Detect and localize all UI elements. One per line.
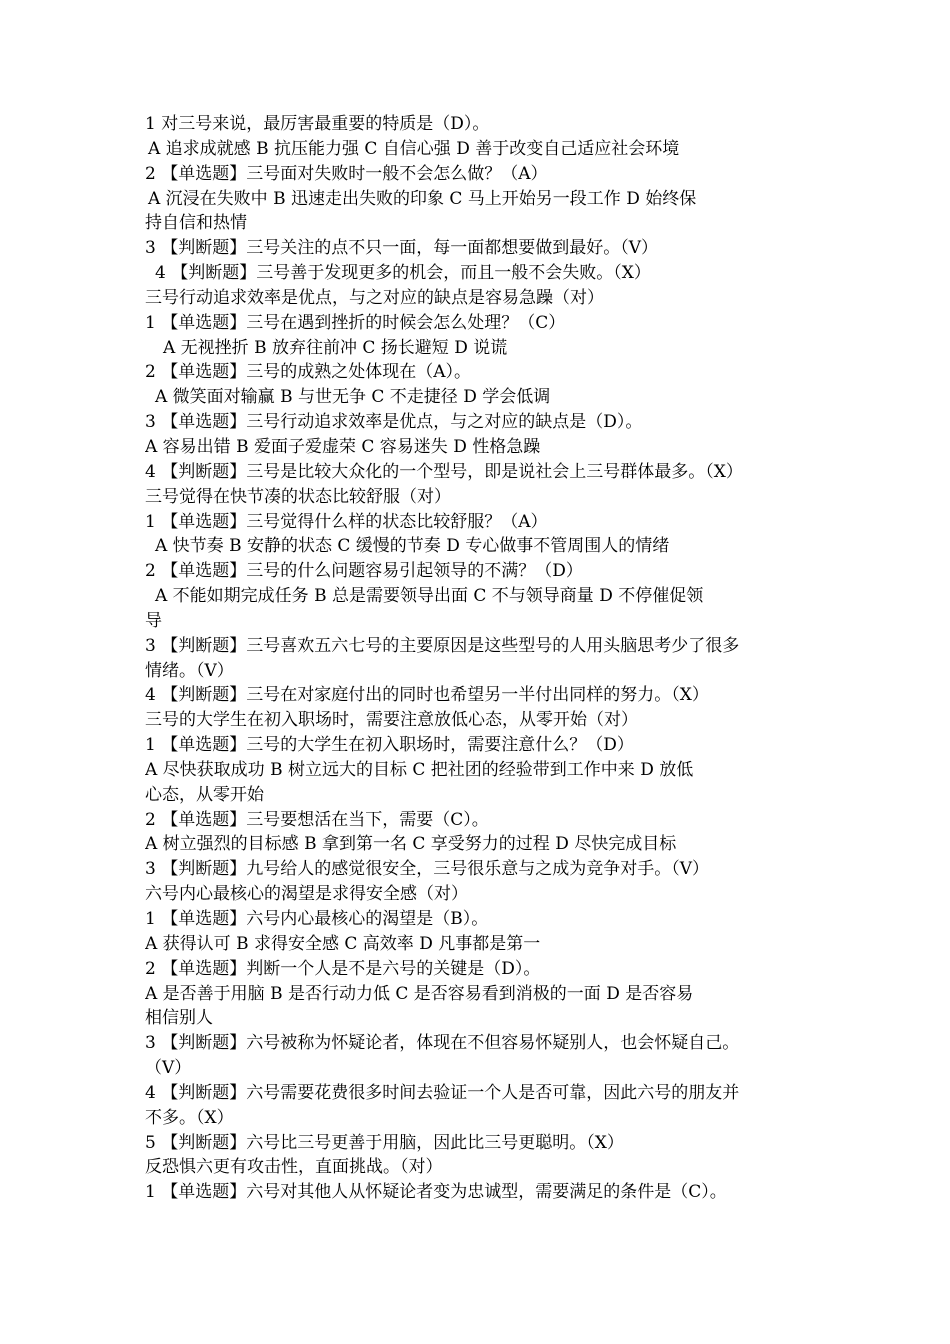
text-line: 反恐惧六更有攻击性，直面挑战。（对） bbox=[145, 1157, 443, 1178]
text-line: A 微笑面对输赢 B 与世无争 C 不走捷径 D 学会低调 bbox=[155, 387, 551, 408]
text-line: 持自信和热情 bbox=[145, 213, 247, 234]
text-line: 4 【判断题】三号善于发现更多的机会，而且一般不会失败。（X） bbox=[155, 263, 651, 284]
text-line: 2 【单选题】三号的成熟之处体现在（A）。 bbox=[145, 362, 471, 383]
text-line: 1 【单选题】三号在遇到挫折的时候会怎么处理？（C） bbox=[145, 312, 566, 333]
text-line: 相信别人 bbox=[145, 1008, 213, 1029]
text-line: 六号内心最核心的渴望是求得安全感（对） bbox=[145, 884, 468, 905]
text-line: 不多。（X） bbox=[145, 1107, 234, 1128]
text-line: 3 【判断题】三号喜欢五六七号的主要原因是这些型号的人用头脑思考少了很多 bbox=[145, 635, 740, 656]
text-line: 2 【单选题】三号面对失败时一般不会怎么做？（A） bbox=[145, 163, 548, 184]
text-line: A 树立强烈的目标感 B 拿到第一名 C 享受努力的过程 D 尽快完成目标 bbox=[145, 834, 677, 855]
text-line: A 不能如期完成任务 B 总是需要领导出面 C 不与领导商量 D 不停催促领 bbox=[155, 586, 704, 607]
text-line: 1 对三号来说，最厉害最重要的特质是（D）。 bbox=[145, 114, 490, 134]
text-line: 2 【单选题】判断一个人是不是六号的关键是（D）。 bbox=[145, 958, 541, 979]
text-line: 4 【判断题】六号需要花费很多时间去验证一个人是否可靠，因此六号的朋友并 bbox=[145, 1082, 740, 1103]
text-line: 3 【判断题】六号被称为怀疑论者，体现在不但容易怀疑别人，也会怀疑自己。 bbox=[145, 1033, 740, 1054]
text-line: 1 【单选题】六号内心最核心的渴望是（B）。 bbox=[145, 909, 489, 929]
text-line: （V） bbox=[145, 1058, 192, 1079]
text-line: 2 【单选题】三号要想活在当下，需要（C）。 bbox=[145, 809, 489, 830]
text-line: 5 【判断题】六号比三号更善于用脑，因此比三号更聪明。（X） bbox=[145, 1132, 624, 1153]
text-line: 三号行动追求效率是优点，与之对应的缺点是容易急躁（对） bbox=[145, 287, 604, 308]
text-line: A 是否善于用脑 B 是否行动力低 C 是否容易看到消极的一面 D 是否容易 bbox=[145, 983, 694, 1004]
text-line: 情绪。（V） bbox=[145, 660, 234, 681]
document-body bbox=[145, 112, 820, 1205]
text-line: 1 【单选题】三号觉得什么样的状态比较舒服？（A） bbox=[145, 511, 548, 532]
text-line: 3 【判断题】九号给人的感觉很安全，三号很乐意与之成为竞争对手。（V） bbox=[145, 859, 709, 880]
text-line: 心态，从零开始 bbox=[145, 784, 264, 805]
text-line: 3 【单选题】三号行动追求效率是优点，与之对应的缺点是（D）。 bbox=[145, 412, 643, 433]
text-line: A 尽快获取成功 B 树立远大的目标 C 把社团的经验带到工作中来 D 放低 bbox=[145, 759, 694, 780]
text-line: 2 【单选题】三号的什么问题容易引起领导的不满？（D） bbox=[145, 561, 583, 582]
text-line: A 获得认可 B 求得安全感 C 高效率 D 凡事都是第一 bbox=[145, 933, 541, 954]
text-line: 三号的大学生在初入职场时，需要注意放低心态，从零开始（对） bbox=[145, 710, 638, 731]
text-line: 1 【单选题】六号对其他人从怀疑论者变为忠诚型，需要满足的条件是（C）。 bbox=[145, 1182, 727, 1203]
text-line: A 沉浸在失败中 B 迅速走出失败的印象 C 马上开始另一段工作 D 始终保 bbox=[148, 188, 697, 209]
text-line: 4 【判断题】三号是比较大众化的一个型号，即是说社会上三号群体最多。（X） bbox=[145, 461, 743, 482]
text-line: A 容易出错 B 爱面子爱虚荣 C 容易迷失 D 性格急躁 bbox=[145, 436, 541, 457]
text-line: 4 【判断题】三号在对家庭付出的同时也希望另一半付出同样的努力。（X） bbox=[145, 685, 709, 706]
text-line: 三号觉得在快节凑的状态比较舒服（对） bbox=[145, 486, 451, 507]
text-line: A 快节奏 B 安静的状态 C 缓慢的节奏 D 专心做事不管周围人的情绪 bbox=[155, 536, 670, 557]
text-line: A 追求成就感 B 抗压能力强 C 自信心强 D 善于改变自己适应社会环境 bbox=[148, 138, 680, 159]
text-line: 1 【单选题】三号的大学生在初入职场时，需要注意什么？（D） bbox=[145, 735, 634, 756]
text-line: A 无视挫折 B 放弃往前冲 C 扬长避短 D 说谎 bbox=[163, 337, 508, 358]
text-line: 3 【判断题】三号关注的点不只一面，每一面都想要做到最好。（V） bbox=[145, 238, 658, 259]
text-line: 导 bbox=[145, 610, 162, 631]
